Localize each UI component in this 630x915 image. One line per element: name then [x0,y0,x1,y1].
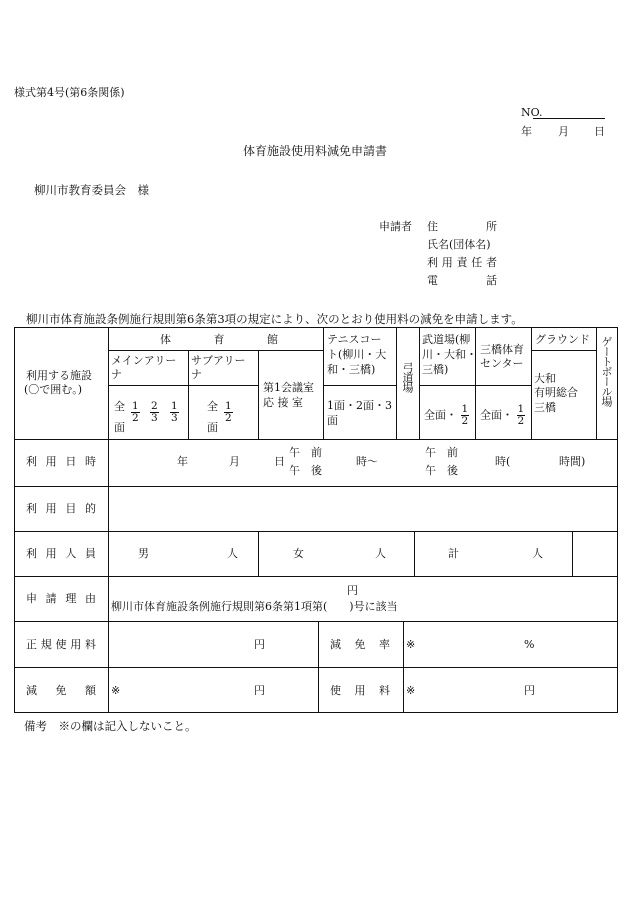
gym-header: 体 育 館 [160,333,278,346]
reception-room-option[interactable]: 応 接 室 [263,396,303,409]
usage-day-label: 日 [274,455,285,468]
mitsuhashi-center-label: 三橋体育 センター [480,343,524,370]
gateball-field-option[interactable]: ゲートボール場 [600,336,613,406]
total-person-unit: 人 [532,547,543,560]
meeting-room-option[interactable]: 第1会議室 [263,381,314,394]
applicant-address-label: 住 所 [427,220,497,233]
date-month-label: 月 [558,125,569,138]
usage-fee-label: 使 用 料 [330,684,390,697]
reduction-amount-office-mark: ※ [111,684,121,697]
date-day-label: 日 [594,125,605,138]
document-title: 体育施設使用料減免申請書 [242,144,387,158]
application-reason-label: 申 請 理 由 [26,592,96,605]
addressee: 柳川市教育委員会 様 [34,183,149,197]
facility-label: 利用する施設 [26,369,92,382]
reduction-rate-percent-unit: % [524,638,535,651]
ground-label: グラウンド [535,333,590,346]
usage-month-label: 月 [229,455,240,468]
sub-arena-label: サブアリー ナ [191,354,246,381]
reason-regulation-text: 柳川市体育施設条例施行規則第6条第1項第( )号に該当 [111,600,398,613]
tennis-court-count-option[interactable]: 1面・2面・3 面 [327,399,392,428]
reduction-amount-label: 減 免 額 [26,684,96,697]
facility-label-note: (〇で囲む。) [24,383,83,396]
usage-purpose-field[interactable] [112,490,612,528]
female-count-label: 女 [293,547,304,560]
reduction-rate-office-mark: ※ [406,638,416,651]
main-arena-label: メインアリー ナ [111,354,177,381]
usage-people-label: 利 用 人 員 [26,547,96,560]
applicant-heading: 申請者 [379,220,412,233]
remarks-note: 備考 ※の欄は記入しないこと。 [24,719,197,733]
budo-hall-label: 武道場(柳 川・大和・ 三橋) [422,333,477,376]
start-time-label: 時〜 [356,455,378,468]
duration-hours-label: 時間) [559,455,586,468]
usage-fee-office-mark: ※ [406,684,416,697]
applicant-name-label: 氏名(団体名) [427,238,491,251]
reduction-amount-yen-unit: 円 [254,684,265,697]
main-arena-one-third-option[interactable]: $\frac{1}{3}$ [171,400,178,425]
sub-arena-half-option[interactable]: $\frac{1}{2}$ [225,400,232,425]
applicant-phone-label: 電 話 [427,274,497,287]
start-pm-option[interactable]: 午 後 [289,464,322,477]
female-person-unit: 人 [375,547,386,560]
regular-fee-label: 正 規 使 用 料 [26,638,96,651]
usage-year-label: 年 [177,455,188,468]
budo-hall-full-option[interactable]: 全面・ $\frac{1}{2}$ [424,403,469,428]
usage-purpose-label: 利 用 目 的 [26,502,96,515]
end-am-option[interactable]: 午 前 [425,446,458,459]
form-number: 様式第4号(第6条関係) [14,86,125,99]
male-person-unit: 人 [227,547,238,560]
tennis-court-label: テニスコー ト(柳川・大 和・三橋) [327,333,387,376]
document-number-label: NO. [521,106,543,119]
end-pm-option[interactable]: 午 後 [425,464,458,477]
mitsuhashi-center-full-option[interactable]: 全面・ $\frac{1}{2}$ [480,403,525,428]
usage-fee-yen-unit: 円 [524,684,535,697]
application-statement: 柳川市体育施設条例施行規則第6条第3項の規定により、次のとおり使用料の減免を申請します。 [26,312,523,326]
main-arena-two-thirds-option[interactable]: $\frac{2}{3}$ [151,400,158,425]
ground-location-options[interactable]: 大和 有明総合 三橋 [534,372,578,414]
kyudo-hall-option[interactable]: 弓道場 [401,362,414,392]
main-arena-full-option[interactable]: 全 面 [114,400,125,434]
start-am-option[interactable]: 午 前 [289,446,322,459]
regular-fee-yen-unit: 円 [254,638,265,651]
usage-datetime-label: 利 用 日 時 [26,455,96,468]
reduction-rate-label: 減 免 率 [330,638,390,651]
main-arena-half-option[interactable]: $\frac{1}{2}$ [132,400,139,425]
male-count-label: 男 [138,547,149,560]
sub-arena-full-option[interactable]: 全 面 [207,400,218,434]
date-year-label: 年 [521,125,532,138]
end-time-label: 時( [495,455,511,468]
total-count-label: 計 [448,547,459,560]
applicant-manager-label: 利 用 責 任 者 [427,256,497,269]
reason-yen-unit: 円 [347,584,358,597]
